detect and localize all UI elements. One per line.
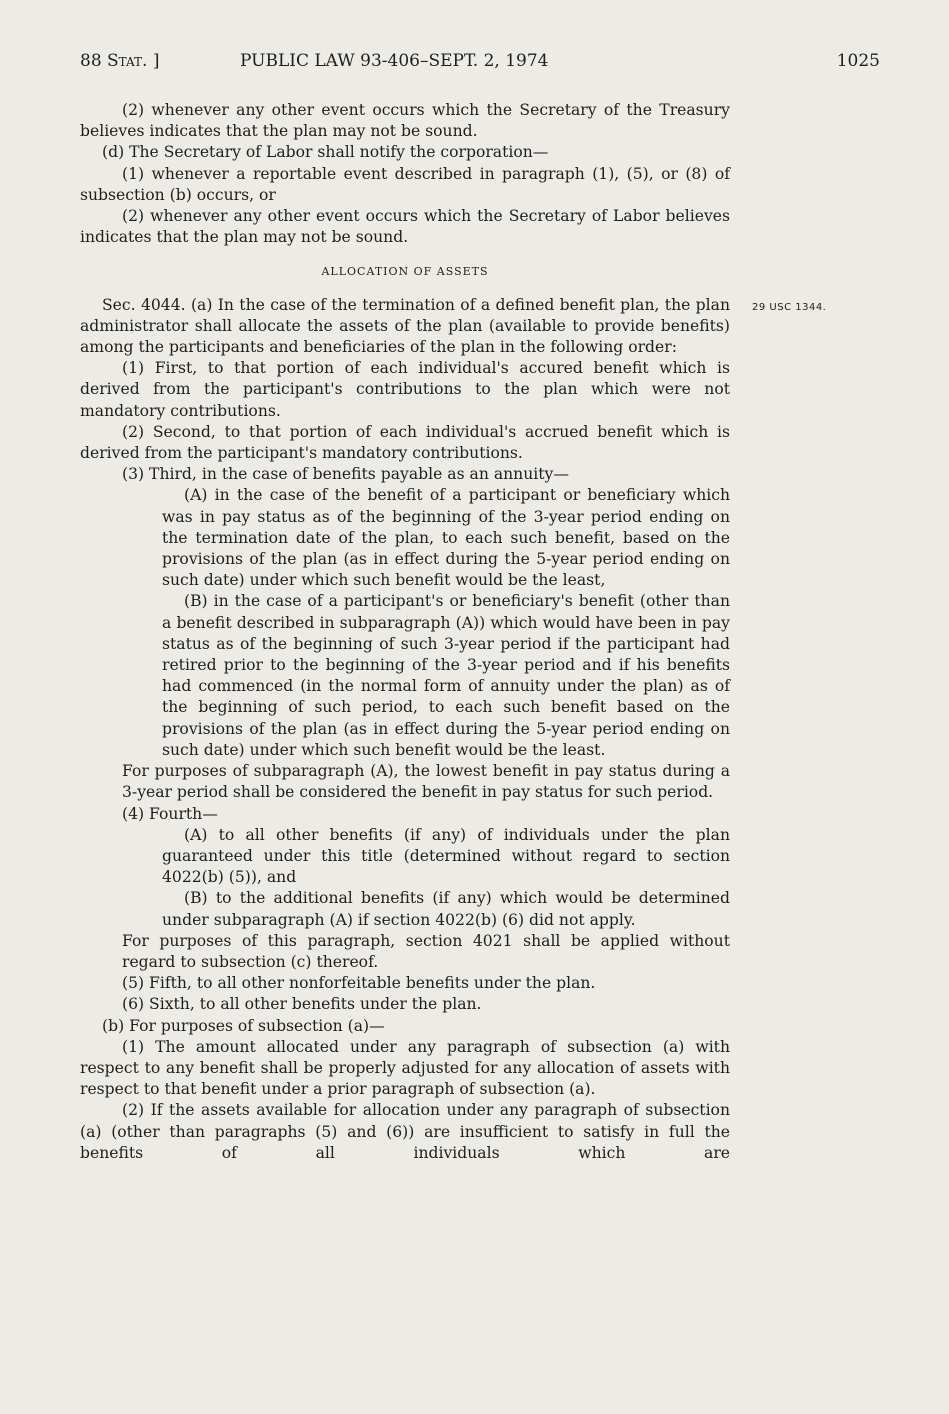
paragraph: (2) whenever any other event occurs which the Secretary of Labor believes indicates that the plan may not be sound. [80, 207, 730, 247]
paragraph: (6) Sixth, to all other benefits under the plan. [122, 995, 482, 1014]
subparagraph: (A) in the case of the benefit of a participant or beneficiary which was in pay status as of the beginning of the 3-year period ending on the termination date of the plan, to each such benefit, based on the provisions of the plan (as in effect during the 5-year period ending on such date) under which such benefit would be the least, [162, 486, 730, 590]
public-law-title: PUBLIC LAW 93-406–SEPT. 2, 1974 [240, 51, 549, 71]
paragraph: (b) For purposes of subsection (a)— [102, 1016, 385, 1035]
page-number: 1025 [836, 51, 880, 71]
paragraph: (2) Second, to that portion of each individual's accrued benefit which is derived from the participant's mandatory contributions. [80, 422, 730, 463]
page-header [80, 51, 880, 79]
section-heading: ALLOCATION OF ASSETS [321, 265, 489, 279]
usc-margin-citation: 29 USC 1344. [752, 302, 827, 313]
section-paragraph: Sec. 4044. (a) In the case of the termination of a defined benefit plan, the plan administrator shall allocate the assets of the plan (available to provide benefits) among the participants and beneficiaries of the plan in the following order: [80, 295, 730, 357]
paragraph: (2) If the assets available for allocation under any paragraph of subsection (a) (other than paragraphs (5) and (6)) are insufficient to satisfy in full the benefits of all individuals which are [80, 1101, 730, 1162]
paragraph: (d) The Secretary of Labor shall notify the corporation— [102, 143, 549, 162]
paragraph: (1) First, to that portion of each individual's accured benefit which is derived from the participant's contributions to the plan which were not mandatory contributions. [80, 359, 730, 420]
body-text [80, 100, 730, 1164]
paragraph: (1) whenever a reportable event described in paragraph (1), (5), or (8) of subsection (b) occurs, or [80, 164, 730, 204]
statute-volume: 88 Stat. ] [80, 51, 160, 71]
subparagraph: (B) to the additional benefits (if any) which would be determined under subparagraph (A) if section 4022(b) (6) did not apply. [162, 889, 730, 929]
subparagraph: (A) to all other benefits (if any) of individuals under the plan guaranteed under this title (determined without regard to section 4022(b) (5)), and [162, 825, 730, 887]
paragraph: (3) Third, in the case of benefits payable as an annuity— [122, 465, 569, 484]
paragraph: (5) Fifth, to all other nonforfeitable benefits under the plan. [122, 974, 596, 993]
paragraph: For purposes of subparagraph (A), the lowest benefit in pay status during a 3-year period shall be considered the benefit in pay status for such period. [122, 762, 730, 802]
paragraph: For purposes of this paragraph, section 4021 shall be applied without regard to subsection (c) thereof. [122, 931, 730, 971]
paragraph: (2) whenever any other event occurs which the Secretary of the Treasury believes indicates that the plan may not be sound. [80, 101, 730, 141]
paragraph: (4) Fourth— [122, 804, 218, 823]
subparagraph: (B) in the case of a participant's or beneficiary's benefit (other than a benefit described in subparagraph (A)) which would have been in pay status as of the beginning of such 3-year period if the participant had retired prior to the beginning of the 3-year period and if his benefits had commenced (in the normal form of annuity under the plan) as of the beginning of such period, to each such benefit based on the provisions of the plan (as in effect during the 5-year period ending on such date) under which such benefit would be the least. [162, 592, 730, 759]
paragraph: (1) The amount allocated under any paragraph of subsection (a) with respect to any benefit shall be properly adjusted for any allocation of assets with respect to that benefit under a prior paragraph of subsection (a). [80, 1037, 730, 1099]
